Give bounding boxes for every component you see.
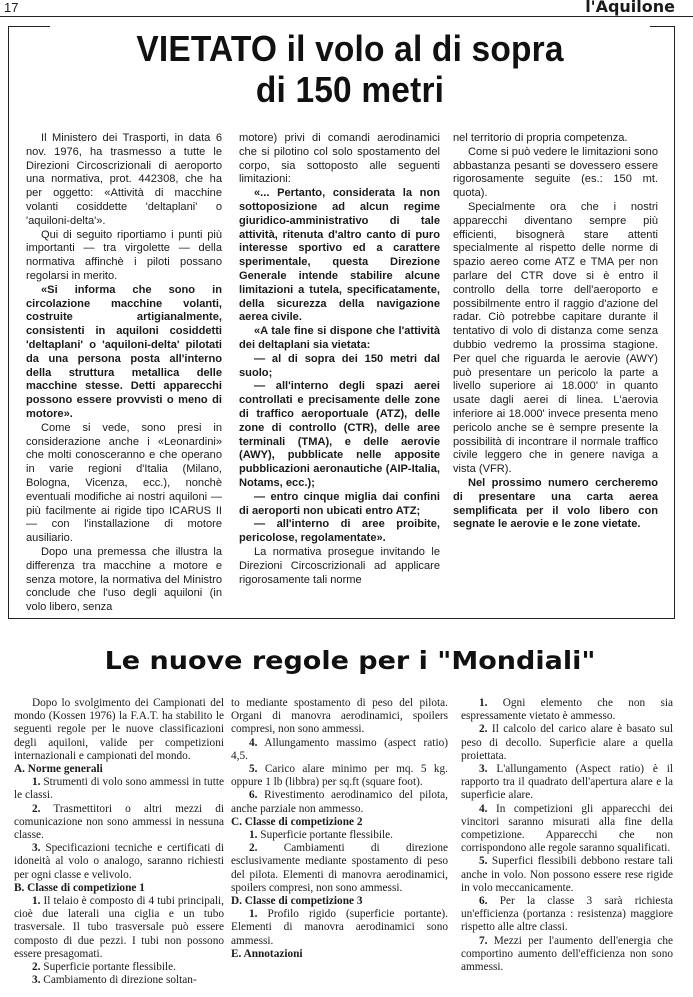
- item-number: 3.: [32, 842, 41, 855]
- paragraph: [231, 842, 448, 895]
- paragraph: [461, 895, 673, 935]
- title-line-1: VIETATO il volo al di sopra: [136, 28, 564, 69]
- item-number: 1.: [32, 895, 41, 908]
- paragraph: [231, 763, 448, 789]
- item-text: Superficie portante flessibile.: [40, 961, 177, 974]
- paragraph: [461, 763, 673, 803]
- paragraph: motore) privi di comandi aerodinamici che si pilotino col solo spostamento del corpo, sia sottoposto alle seguenti limitazioni:: [239, 132, 440, 186]
- paragraph: — al di sopra dei 150 metri dal suolo;: [239, 352, 440, 379]
- item-text: Rivestimento aerodinamico del pilota, anche parziale non ammesso.: [231, 789, 448, 815]
- item-number: 2.: [479, 723, 488, 736]
- paragraph: [14, 776, 224, 802]
- paragraph: «A tale fine si dispone che l'attività dei deltaplani sia vietata:: [239, 325, 440, 351]
- item-text: Superfici flessibili debbono restare tali anche in volo. Non possono essere rese rigide in volo meccanicamente.: [461, 855, 673, 894]
- item-number: 5.: [249, 763, 258, 776]
- paragraph: «... Pertanto, considerata la non sottoposizione ad alcun regime giuridico-amministrativo di tale attività, ritenuta d'altro canto di puro interesse sportivo ed a carattere sperimentale, questa Direzione Generale intende stabilire alcune limitazioni a tutela, specificatamente, della sicurezza della navigazione aerea civile.: [239, 187, 440, 324]
- title-line-2: di 150 metri: [255, 69, 445, 110]
- item-text: In competizioni gli apparecchi dei vincitori saranno misurati alla fine della competizione. Apparecchi che non corrispondono alle regole saranno squalificati.: [461, 802, 673, 855]
- paragraph: [14, 895, 224, 961]
- paragraph: [461, 803, 673, 856]
- paragraph: E. Annotazioni: [231, 947, 303, 960]
- paragraph: [14, 974, 224, 987]
- article2-column-1: [14, 697, 224, 987]
- article1-column-1: [26, 132, 222, 615]
- item-number: 3.: [479, 763, 488, 776]
- paragraph: A. Norme generali: [14, 763, 103, 776]
- paragraph: — entro cinque miglia dai confini di aeroporti non ubicati entro ATZ;: [239, 490, 440, 517]
- paragraph: to mediante spostamento di peso del pilota. Organi di manovra aerodinamici, spoilers compresi, non sono ammessi.: [231, 697, 448, 736]
- item-text: Il telaio è composto di 4 tubi principali, cioè due laterali una ciglia e un tubo trasversale. Il tubo trasversale può essere composto di due pezzi. I tubi non possono essere presagomati.: [14, 895, 224, 960]
- paragraph: [231, 829, 448, 842]
- item-number: 7.: [479, 934, 488, 947]
- paragraph: C. Classe di competizione 2: [231, 815, 363, 828]
- item-number: 6.: [249, 789, 258, 802]
- paragraph: [14, 803, 224, 843]
- item-number: 2.: [249, 842, 258, 855]
- item-text: Ogni elemento che non sia espressamente vietato è ammesso.: [461, 697, 673, 723]
- item-text: Per la classe 3 sarà richiesta un'efficienza (portanza : resistenza) maggiore rispetto alle altre classi.: [461, 895, 673, 934]
- item-text: Cambiamenti di direzione esclusivamente mediante spostamento di peso del pilota. Elementi di manovra aerodinamici, spoilers compresi, non sono ammessi.: [231, 842, 448, 894]
- paragraph: Qui di seguito riportiamo i punti più importanti — tra virgolette — della normativa affinchè i piloti possano regolarsi in merito.: [26, 228, 222, 282]
- item-number: 5.: [479, 855, 488, 868]
- page-number: 17: [4, 0, 19, 15]
- paragraph: [231, 908, 448, 948]
- item-number: 2.: [32, 802, 41, 815]
- paragraph: — all'interno di aree proibite, pericolose, regolamentate».: [239, 518, 440, 545]
- paragraph: B. Classe di competizione 1: [14, 881, 145, 894]
- paragraph: Dopo lo svolgimento dei Campionati del mondo (Kossen 1976) la F.A.T. ha stabilito le seguenti regole per le nuove classificazioni degli aquiloni, valide per competizioni internazionali e campionati del mondo.: [14, 697, 224, 762]
- header-rule: [0, 16, 693, 17]
- paragraph: Il Ministero dei Trasporti, in data 6 nov. 1976, ha trasmesso a tutte le Direzioni Circoscrizionali di aeroporto una normativa, prot. 442308, che ha per oggetto: «Attività di macchine volanti cosiddette 'deltaplani' o 'aquiloni-delta'».: [26, 132, 222, 227]
- article1-column-2: [239, 132, 440, 587]
- article2-title: Le nuove regole per i "Mondiali": [104, 646, 596, 675]
- item-text: Strumenti di volo sono ammessi in tutte le classi.: [14, 776, 224, 802]
- item-number: 1.: [479, 697, 488, 709]
- paragraph: D. Classe di competizione 3: [231, 895, 363, 908]
- paragraph: nel territorio di propria competenza.: [453, 132, 628, 144]
- paragraph: [231, 789, 448, 815]
- item-number: 6.: [479, 895, 488, 908]
- paragraph: [461, 723, 673, 763]
- paragraph: Come si può vedere le limitazioni sono abbastanza pesanti se dovessero essere rigorosamente seguite (es.: 150 mt. quota).: [453, 145, 658, 200]
- item-text: Allungamento massimo (aspect ratio) 4,5.: [231, 736, 448, 762]
- paragraph: [461, 935, 673, 975]
- paragraph: Come si vede, sono presi in considerazione anche i «Leonardini» che molti conosceranno e che operano in varie regioni d'Italia (Milano, Bologna, Vicenza, ecc.), nonchè eventuali modifiche ai nostri aquiloni — più facilmente ai rigide tipo ICARUS II — con l'installazione di motore ausiliario.: [26, 421, 222, 545]
- item-text: Specificazioni tecniche e certificati di idoneità al volo o analogo, saranno richiesti per ogni classe e velivolo.: [14, 842, 224, 881]
- item-text: Carico alare minimo per mq. 5 kg. oppure 1 lb (libbra) per sq.ft (square foot).: [231, 763, 448, 789]
- item-number: 1.: [249, 908, 258, 921]
- item-number: 4.: [249, 736, 258, 749]
- item-text: Il calcolo del carico alare è basato sul peso di decollo. Superficie alare a quella proiettata.: [461, 723, 673, 762]
- paragraph: [14, 842, 224, 882]
- item-number: 3.: [32, 974, 41, 987]
- paragraph: Dopo una premessa che illustra la differenza tra macchine a motore e senza motore, la normativa del Ministro conclude che l'uso degli aquiloni (in volo libero, senza: [26, 545, 222, 614]
- article2-column-3: [461, 697, 673, 974]
- paragraph: Nel prossimo numero cercheremo di presentare una carta aerea semplificata per il volo libero con segnate le aerovie e le zone vietate.: [453, 476, 658, 531]
- paragraph: [14, 961, 224, 974]
- paragraph: — all'interno degli spazi aerei controllati e precisamente delle zone di traffico aeroportuale (ATZ), delle zone di controllo (CTR), delle aree terminali (TMA), e delle aerovie (AWY), pubblicate nelle apposite pubblicazioni aeronautiche (AIP-Italia, Notams, ecc.);: [239, 380, 440, 489]
- item-number: 4.: [479, 802, 488, 815]
- paragraph: Specialmente ora che i nostri apparecchi diventano sempre più efficienti, bisognerà stare attenti specialmente al rispetto delle norme di spazio aereo come ATZ e TMA per non parlare del CTR dove si è entro il controllo della torre dell'aeroporto e possibilmente entro il raggio d'azione del radar. Ciò potrebbe capitare durante il tentativo di volo di distanza come senza dubbio vedremo la prossima stagione. Per quel che riguarda le aerovie (AWY) può presentare un pericolo la parte a livello superiore ai 18.000' in quanto usate dagli aerei di linea. L'aerovia inferiore ai 18.000' invece presenta meno pericolo anche se è sempre presente la possibilità di incontrare il normale traffico civile leggero che in genere naviga a vista (VFR).: [453, 200, 658, 476]
- article2-column-2: [231, 697, 448, 961]
- item-number: 1.: [32, 776, 41, 789]
- item-number: 1.: [249, 829, 258, 842]
- article-title: [62, 28, 639, 110]
- item-text: Mezzi per l'aumento dell'energia che comportino aumento dell'efficienza non sono ammessi.: [461, 934, 673, 974]
- item-text: L'allungamento (Aspect ratio) è il rapporto tra il quadrato dell'apertura alare e la superficie alare.: [461, 763, 673, 802]
- item-text: Trasmettitori o altri mezzi di comunicazione non sono ammessi in nessuna classe.: [14, 802, 224, 842]
- paragraph: «Si informa che sono in circolazione macchine volanti, costruite artigianalmente, consistenti in aquiloni cosiddetti 'deltaplani' o 'aquiloni-delta' pilotati da una persona posta all'interno della struttura metallica delle macchine stesse. Detti apparecchi possono essere provvisti o meno di motore».: [26, 283, 222, 420]
- paragraph: [231, 737, 448, 763]
- paragraph: La normativa prosegue invitando le Direzioni Circoscrizionali ad applicare rigorosamente tali norme: [239, 545, 440, 586]
- item-text: Cambiamento di direzione soltan-: [40, 974, 197, 987]
- paragraph: [461, 697, 673, 723]
- masthead: l'Aquilone: [585, 0, 675, 16]
- article1-column-3: [453, 132, 658, 532]
- item-number: 2.: [32, 961, 41, 974]
- item-text: Profilo rigido (superficie portante). Elementi di manovra aerodinamici sono ammessi.: [231, 908, 448, 947]
- item-text: Superficie portante flessibile.: [257, 829, 394, 842]
- paragraph: [461, 855, 673, 895]
